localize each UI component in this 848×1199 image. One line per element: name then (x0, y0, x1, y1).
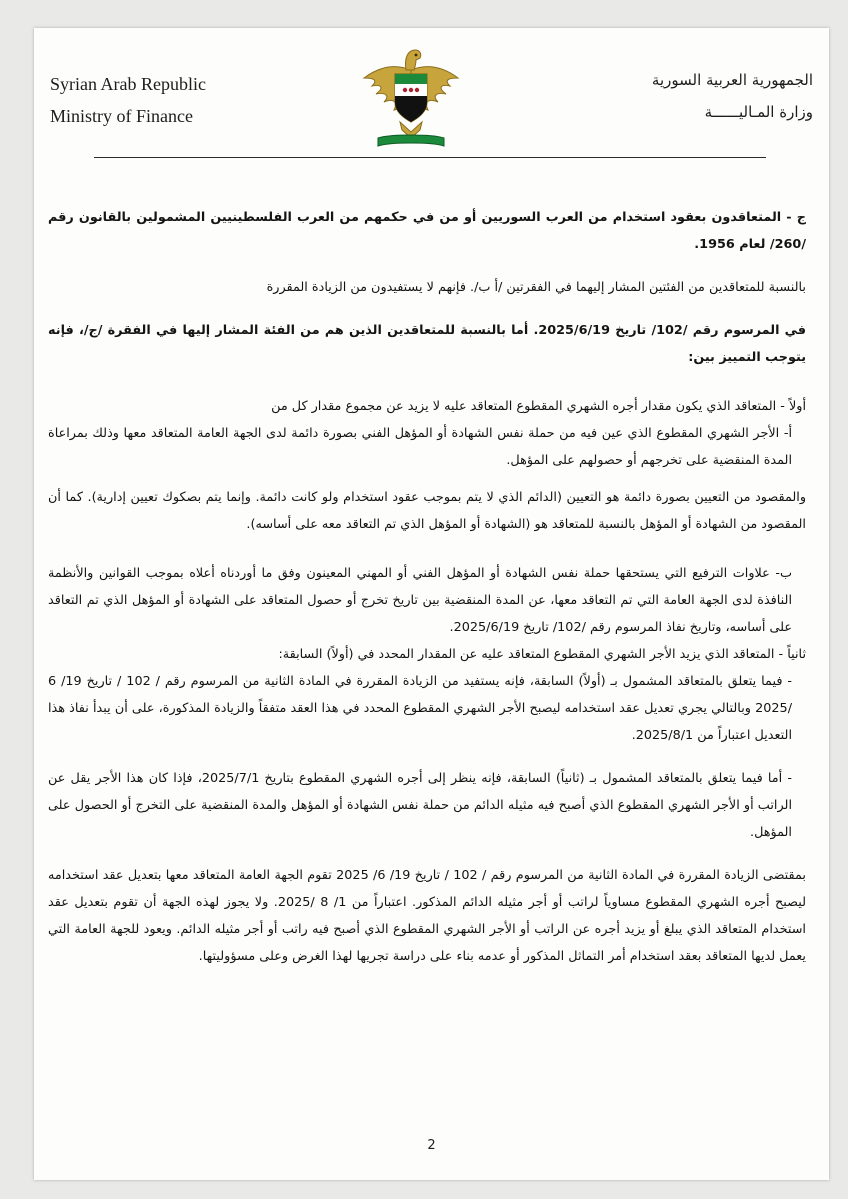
ministry-name-en: Ministry of Finance (50, 106, 193, 126)
paragraph-first-b: ب- علاوات الترفيع التي يستحقها حملة نفس الشهادة أو المؤهل الفني أو المهني المعينون وفق ما أوردناه أعلاه بموجب القوانين والأنظمة النافذة لدى الجهة العامة التي تم التعاقد معها، عن المدة المنقضية بين تاريخ تخرج أو حصول المتعاقد على الشهادة أو المؤهل الذي تم التعاقد على أساسه، وتاريخ نفاذ المرسوم رقم /102/ تاريخ 2025/6/19. (48, 566, 792, 635)
header-english (50, 68, 206, 132)
paragraph-decree: في المرسوم رقم /102/ تاريخ 2025/6/19. أما بالنسبة للمتعاقدين الذين هم من الفئة المشار إليها في الفقرة /ج/، فإنه يتوجب التمييز بين: (48, 323, 806, 365)
header-arabic (652, 64, 813, 128)
page-number: 2 (427, 1138, 436, 1153)
country-name-ar: الجمهورية العربية السورية (651, 71, 813, 89)
paragraph-first-a: أ- الأجر الشهري المقطوع الذي عين فيه من حملة نفس الشهادة أو المؤهل الفني بصورة دائمة لدى الجهة العامة المتعاقد معها وذلك بمراعاة المدة المنقضية على تخرجهم أو حصولهم على المؤهل. (48, 426, 792, 468)
paragraph-first: أولاً - المتعاقد الذي يكون مقدار أجره الشهري المقطوع المتعاقد عليه لا يزيد عن مجموع مقدار كل من (271, 399, 806, 414)
paragraph-second-bullet-2: - أما فيما يتعلق بالمتعاقد المشمول بـ (ثانياً) السابقة، فإنه ينظر إلى أجره الشهري المقطوع بتاريخ 2025/7/1، فإذا كان هذا الأجر يقل عن الراتب أو الأجر الشهري المقطوع الذي أصبح فيه مثيله الدائم من حملة نفس الشهادة أو المؤهل والمدة المنقضية على التخرج أو الحصول على المؤهل. (48, 771, 792, 840)
paragraph-permanent-definition: والمقصود من التعيين بصورة دائمة هو التعيين (الدائم الذي لا يتم بموجب عقود استخدام ولو كانت دائمة. وإنما يتم بصكوك تعيين إدارية). كما أن المقصود من الشهادة أو المؤهل بالنسبة للمتعاقد هو (الشهادة أو المؤهل الذي تم التعاقد معه على أساسه). (48, 490, 806, 532)
header-divider (94, 157, 766, 158)
paragraph-second: ثانياً - المتعاقد الذي يزيد الأجر الشهري المقطوع المتعاقد عليه عن المقدار المحدد في (أولاً) السابقة: (278, 647, 806, 662)
paragraph-second-bullet-1: - فيما يتعلق بالمتعاقد المشمول بـ (أولاً) السابقة، فإنه يستفيد من الزيادة المقررة في المادة الثانية من المرسوم رقم / 102 / تاريخ 19/ 6 /2025 وبالتالي يجري تعديل عقد استخدامه ليصبح الأجر الشهري المقطوع المحدد في هذا العقد متفقاً والزيادة المذكورة، على أن يبدأ نفاذ هذا التعديل اعتباراً من 2025/8/1. (48, 674, 792, 743)
document-body (48, 204, 806, 970)
paragraph-conclusion: بمقتضى الزيادة المقررة في المادة الثانية من المرسوم رقم / 102 / تاريخ 19/ 6/ 2025 تقوم الجهة العامة المتعاقد معها بتعديل عقد استخدامه ليصبح أجره الشهري المقطوع مساوياً لراتب أو أجر مثيله الدائم المذكور. اعتباراً من 1/ 8 /2025. ولا يجوز لهذه الجهة أن تقوم بتعديل عقد استخدام المتعاقد الذي يبلغ أو يزيد أجره عن الراتب أو الأجر الشهري المقطوع الذي أصبح فيه راتب أو أجر مثيله الدائم. ويعود للجهة العامة التي يعمل لديها المتعاقد بعقد استخدام أمر التماثل المذكور أو عدمه بناء على دراسة تجريها لهذا الغرض وعلى مسؤوليتها. (48, 868, 806, 964)
paragraph-c: ج - المتعاقدون بعقود استخدام من العرب السوريين أو من في حكمهم من العرب الفلسطينيين المشمولين بالقانون رقم /260/ لعام 1956. (48, 210, 806, 252)
ministry-name-ar: وزارة المـاليــــــة (704, 103, 813, 121)
paragraph-ab-note: بالنسبة للمتعاقدين من الفئتين المشار إليهما في الفقرتين /أ ب/. فإنهم لا يستفيدون من الزيادة المقررة (266, 280, 806, 295)
emblem-icon (360, 40, 462, 152)
country-name-en: Syrian Arab Republic (50, 74, 206, 94)
document-page (34, 28, 829, 1180)
